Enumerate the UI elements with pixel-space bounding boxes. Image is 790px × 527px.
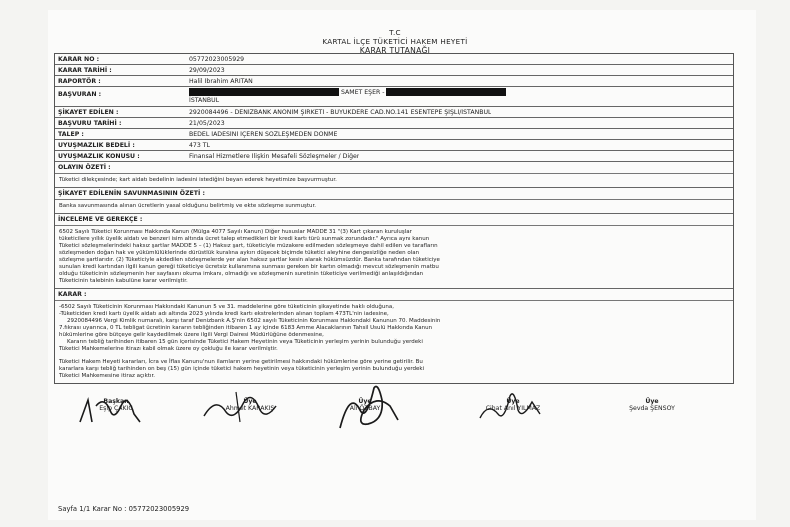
text-line: 2920084496 Vergi Kimlik numaralı, karşı taraf Denizbank A.Ş'nin 6502 sayılı Tüketicinin Korunması Hakkındaki Kanunun 70. Maddesinin xyxy=(67,318,441,324)
olayin-ozeti-section xyxy=(55,162,733,188)
text-line: Tüketicinin talebinin kabulüne karar verilmiştir. xyxy=(59,278,188,284)
field-label: KARAR NO : xyxy=(58,55,100,63)
signature-role: Üye xyxy=(243,398,257,405)
field-row xyxy=(55,65,733,76)
field-value: BEDEL İADESİNİ İÇEREN SÖZLEŞMEDEN DÖNME xyxy=(189,130,338,138)
handwritten-signature-1 xyxy=(70,392,150,432)
header-line-1: T.C xyxy=(389,28,401,37)
page-footer: Sayfa 1/1 Karar No : 05772023005929 xyxy=(58,505,190,513)
field-label: ŞİKAYET EDİLEN : xyxy=(58,108,119,116)
text-line: Kararın tebliğ tarihinden itibaren 15 gün içerisinde Tüketici Hakem Heyetinin veya Tüketicinin yerleşim yerinin bulunduğu yerdeki xyxy=(67,339,423,345)
field-row xyxy=(55,76,733,87)
basvuran-row xyxy=(55,87,733,107)
field-label: UYUŞMAZLIK KONUSU : xyxy=(58,152,140,160)
field-row xyxy=(55,129,733,140)
section-title: ŞİKAYET EDİLENİN SAVUNMASININ ÖZETİ : xyxy=(55,188,733,200)
field-row xyxy=(55,54,733,65)
signature-role: Üye xyxy=(506,398,520,405)
text-line: tüketicilere yıllık üyelik aidatı ve benzeri isim altında ücret talep etmedikleri bir kredi kartı türü sunmak zorundadır." Ayrıca aynı kanun xyxy=(59,236,430,242)
field-value: Halil İbrahim ARITAN xyxy=(189,77,253,85)
field-label: BAŞVURU TARİHİ : xyxy=(58,119,122,127)
field-row xyxy=(55,140,733,151)
field-value: 05772023005929 xyxy=(189,55,245,63)
field-label: RAPORTÖR : xyxy=(58,77,101,85)
signature-name: Ahmet KARAKIŞ xyxy=(225,405,275,412)
section-title: İNCELEME VE GEREKÇE : xyxy=(55,214,733,226)
text-line: sunulan kredi kartından ilgili kanun gereği tüketiciye ücretsiz kullanımına sunması gereken bir kartın olmadığı mevcut sözleşmenin matbu xyxy=(59,264,439,270)
signature-name: Eşip ÇAKIC xyxy=(99,405,133,412)
field-value: 473 TL xyxy=(189,141,211,149)
text-line: Tüketici sözleşmelerindeki haksız şartlar MADDE 5 – (1) Haksız şart, tüketiciyle müzakere edilmeden sözleşmeye dahil edilen ve tarafların xyxy=(59,243,438,249)
field-value: Finansal Hizmetlere İlişkin Mesafeli Sözleşmeler / Diğer xyxy=(189,152,360,160)
signature-uye-4 xyxy=(612,398,692,412)
field-row xyxy=(55,151,733,162)
karar-section xyxy=(55,289,733,383)
header-line-2: KARTAL İLÇE TÜKETİCİ HAKEM HEYETİ xyxy=(322,37,468,46)
signature-role: Başkan xyxy=(103,398,129,405)
field-value: 2920084496 - DENİZBANK ANONİM ŞİRKETİ - BÜYÜKDERE CAD.NO.141 ESENTEPE ŞİŞLİ/İSTANBUL xyxy=(189,108,492,116)
handwritten-signature-4 xyxy=(470,384,550,428)
handwritten-signature-3 xyxy=(320,380,410,436)
section-text xyxy=(55,301,733,383)
field-label: KARAR TARİHİ : xyxy=(58,66,112,74)
section-title: OLAYIN ÖZETİ : xyxy=(55,162,733,174)
section-text: Tüketici dilekçesinde; kart aidatı bedelinin iadesini istediğini beyan ederek heyetimize başvurmuştur. xyxy=(59,177,337,183)
redaction-bar xyxy=(189,88,339,96)
redaction-bar xyxy=(386,88,506,96)
basvuran-label: BAŞVURAN : xyxy=(58,91,102,98)
field-value: 21/05/2023 xyxy=(189,119,225,127)
text-line: Tüketici Mahkemesine itiraz açıktır. xyxy=(59,373,155,379)
field-label: TALEP : xyxy=(58,130,84,138)
text-line: kararlara karşı tebliğ tarihinden on beş (15) gün içinde tüketici hakem heyetinin veya tüketicinin yerleşim yerinin bulunduğu yerdeki xyxy=(59,366,425,372)
basvuran-city: İSTANBUL xyxy=(189,97,220,104)
text-line: olduğu tüketicinin sözleşmenin her sayfasını okuma imkanı, olmadığı ve sözleşmenin suretinin tüketiciye verilmediği anlaşıldığından xyxy=(59,271,424,277)
decision-table xyxy=(54,53,734,384)
section-text xyxy=(55,226,733,288)
signature-role: Üye xyxy=(358,398,372,405)
signature-name: Ali ÖZBAY xyxy=(349,405,381,412)
handwritten-signature-2 xyxy=(196,386,286,428)
text-line: sözleşmeden doğan hak ve yükümlülüklerinde dürüstlük kuralına aykırı düşecek biçimde tüketici aleyhine dengesizliğe neden olan xyxy=(59,250,420,256)
basvuran-value xyxy=(185,87,506,105)
field-row xyxy=(55,118,733,129)
text-line: 7.fıkrası uyarınca, 0 TL tebligat ücretinin kararın tebliğinden itibaren 1 ay içinde 6183 Amme Alacaklarının Tahsil Usulü Hakkında Kanun xyxy=(59,325,433,331)
section-text: Banka savunmasında alınan ücretlerin yasal olduğunu belirtmiş ve ekte sözleşme sunmuştur. xyxy=(59,203,317,209)
header-line-3: KARAR TUTANAĞI xyxy=(359,46,431,55)
text-line: sözleşme şartlarıdır. (2) Tüketiciyle akdedilen sözleşmelerde yer alan haksız şartlar kesin alarak hükümsüzdür. Banka tarafından tüketiciye xyxy=(59,257,440,263)
field-value: 29/09/2023 xyxy=(189,66,225,74)
text-line: -Tüketiciden kredi kartı üyelik aidatı adı altında 2023 yılında kredi kartı ekstrelerinden alınan toplam 473TL'nin iadesine, xyxy=(59,311,389,317)
text-line: Tüketici Mahkemelerine itirazı kabil olmak üzere oy çokluğu ile karar verilmiştir. xyxy=(59,346,278,352)
text-line: 6502 Sayılı Tüketici Korunması Hakkında Kanun (Mülga 4077 Sayılı Kanun) Diğer hususlar MADDE 31 "(3) Kart çıkaran kuruluşlar xyxy=(59,229,412,235)
signature-name: Cihat Anıl YILMAZ xyxy=(485,405,541,412)
inceleme-section xyxy=(55,214,733,289)
text-line: hükümlerine göre bütçeye gelir kaydedilmek üzere ilgili Vergi Dairesi Müdürlüğüne ödenmesine, xyxy=(59,332,324,338)
basvuran-name: SAMET EŞER - xyxy=(340,89,385,96)
savunma-section xyxy=(55,188,733,214)
text-line: -6502 Sayılı Tüketicinin Korunması Hakkındaki Kanunun 5 ve 31. maddelerine göre tüketicinin şikayetinde haklı olduğuna, xyxy=(59,304,394,310)
text-line: Tüketici Hakem Heyeti kararları, İcra ve İflas Kanunu'nun ilamların yerine getirilmesi hakkındaki hükümlerine göre yerine getirilir. Bu xyxy=(59,359,423,365)
signature-name: Şevda ŞENSOY xyxy=(629,405,675,412)
section-title: KARAR : xyxy=(55,289,733,301)
signature-role: Üye xyxy=(645,398,659,405)
field-label: UYUŞMAZLIK BEDELİ : xyxy=(58,141,135,149)
field-row xyxy=(55,107,733,118)
